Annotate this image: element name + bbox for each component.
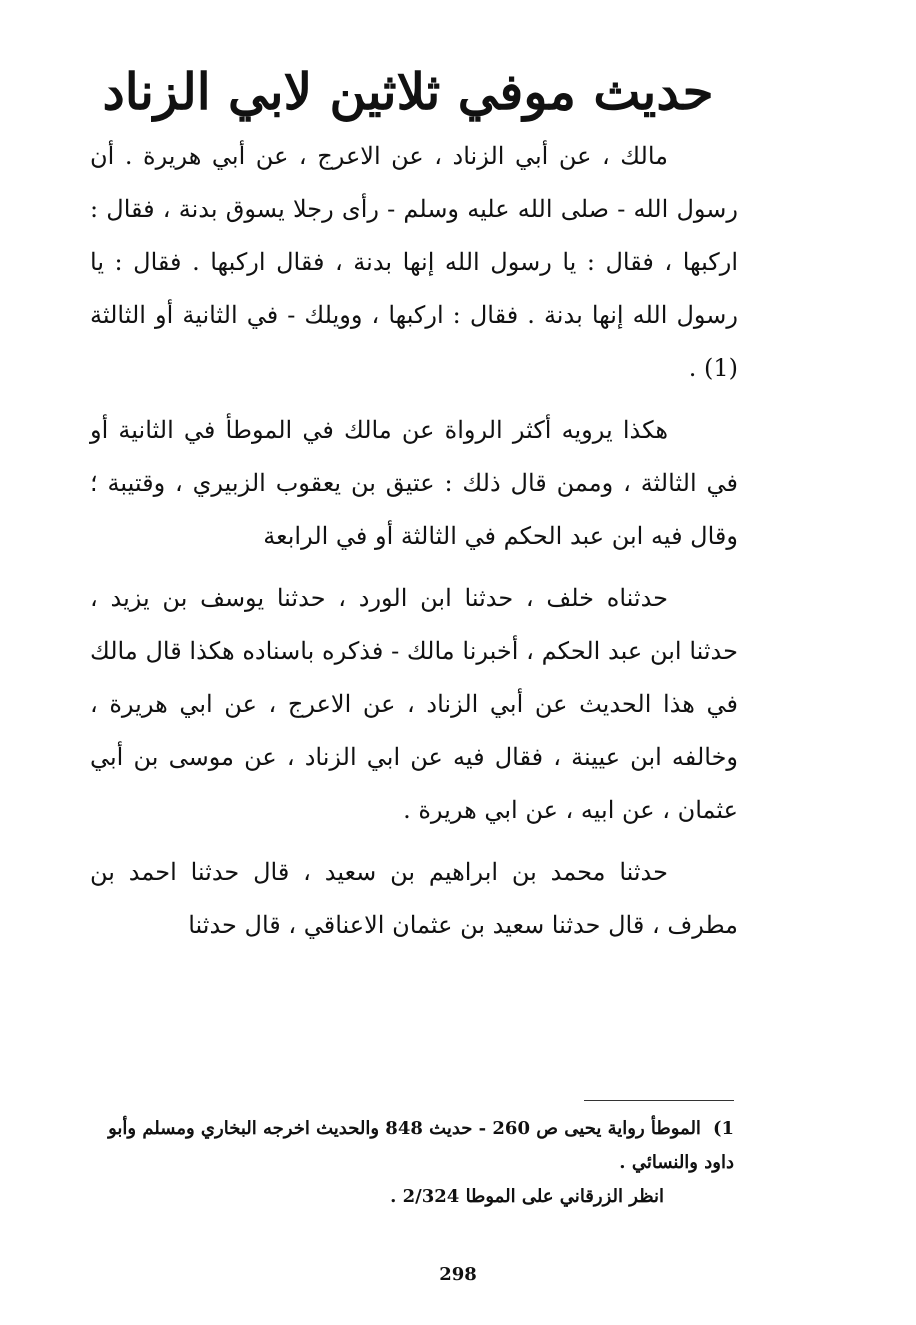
paragraph-2: هكذا يرويه أكثر الرواة عن مالك في الموطأ في الثانية أو في الثالثة ، وممن قال ذلك : عتيق بن يعقوب الزبيري ، وقتيبة ؛ وقال فيه ابن عبد الحكم في الثالثة أو في الرابعة (90, 416, 739, 550)
paragraph-1: مالك ، عن أبي الزناد ، عن الاعرج ، عن أبي هريرة . أن رسول الله - صلى الله عليه وسلم - رأى رجلا يسوق بدنة ، فقال : اركبها ، فقال : يا رسول الله إنها بدنة ، فقال اركبها . فقال : يا رسول الله إنها بدنة . فقال : اركبها ، وويلك - في الثانية أو الثالثة (1) . (90, 142, 738, 382)
footnote-reference: انظر الزرقاني على الموطا 2/324 . (390, 1186, 664, 1207)
paragraph-4: حدثنا محمد بن ابراهيم بن سعيد ، قال حدثنا احمد بن مطرف ، قال حدثنا سعيد بن عثمان الاعناقي ، قال حدثنا (90, 858, 738, 939)
paragraph-3: حدثناه خلف ، حدثنا ابن الورد ، حدثنا يوسف بن يزيد ، حدثنا ابن عبد الحكم ، أخبرنا مالك - فذكره باسناده هكذا قال مالك في هذا الحديث عن أبي الزناد ، عن الاعرج ، عن ابي هريرة ، وخالفه ابن عيينة ، فقال فيه عن ابي الزناد ، عن موسى بن أبي عثمان ، عن ابيه ، عن ابي هريرة . (90, 584, 738, 824)
page-number: 298 (439, 1264, 477, 1285)
main-text (90, 130, 738, 952)
footnotes (90, 1112, 734, 1214)
footnote-number: 1) (712, 1118, 734, 1139)
footnote-divider (584, 1100, 734, 1101)
page-title: حديث موفي ثلاثين لابي الزناد (102, 61, 714, 121)
footnote-1 (90, 1112, 734, 1180)
footnote-text: الموطأ رواية يحيى ص 260 - حديث 848 والحديث اخرجه البخاري ومسلم وأبو داود والنسائي . (108, 1118, 734, 1173)
